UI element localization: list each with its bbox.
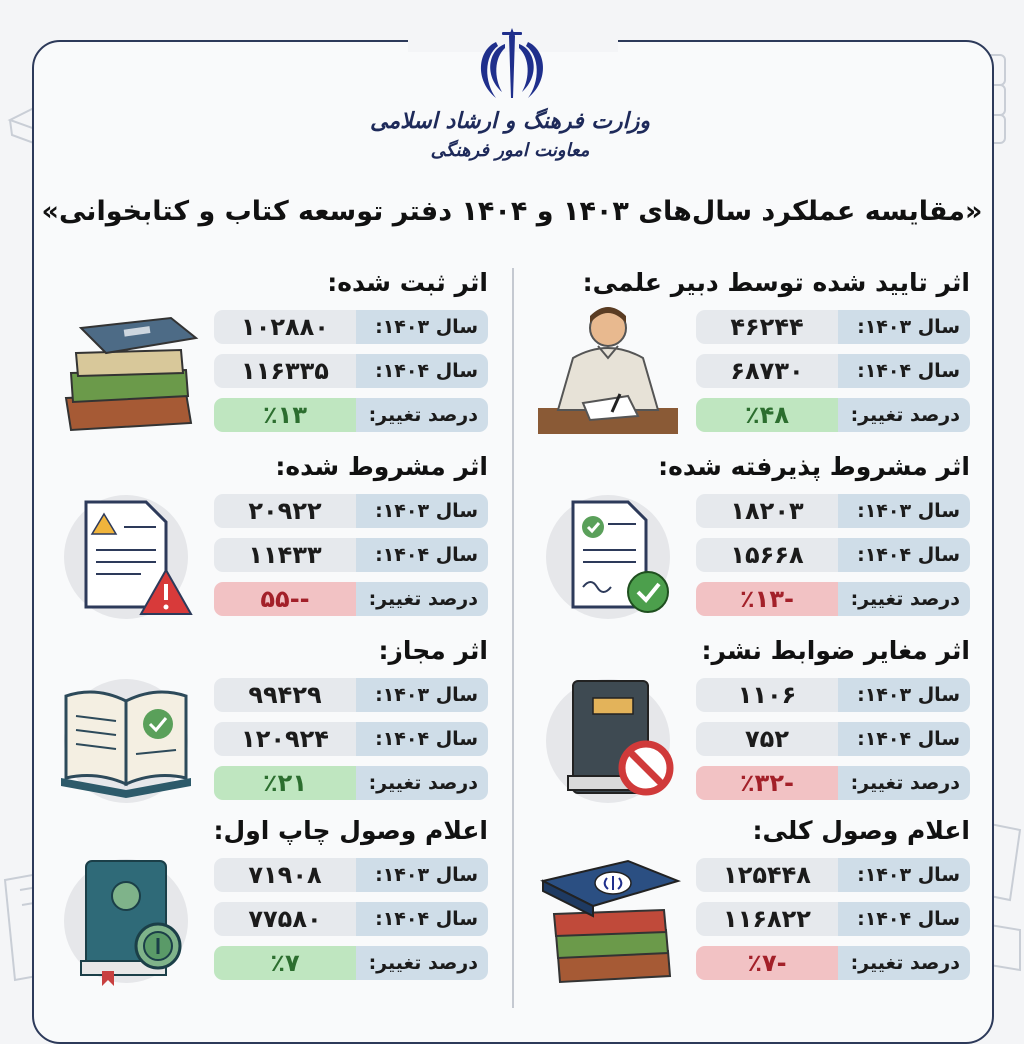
row-year-1403: [214, 858, 488, 892]
stat-card-approved-by-editor: [518, 268, 988, 443]
label-year-1404: سال ۱۴۰۴:: [838, 902, 970, 936]
change-value: -٪۱۳: [696, 582, 838, 616]
card-title: اثر ثبت شده:: [327, 268, 488, 297]
column-divider: [512, 268, 514, 1008]
row-change: [696, 398, 970, 432]
label-year-1404: سال ۱۴۰۴:: [356, 538, 488, 572]
label-year-1403: سال ۱۴۰۳:: [838, 494, 970, 528]
label-year-1404: سال ۱۴۰۴:: [356, 722, 488, 756]
stat-card-total-receipt-notice: [518, 816, 988, 991]
change-value: ٪۷: [214, 946, 356, 980]
row-year-1404: [214, 902, 488, 936]
change-value: -٪۷: [696, 946, 838, 980]
row-year-1404: [696, 902, 970, 936]
row-year-1404: [214, 354, 488, 388]
row-year-1404: [696, 722, 970, 756]
stat-card-conditioned: [36, 452, 506, 627]
label-change: درصد تغییر:: [356, 582, 488, 616]
card-title: اثر مجاز:: [378, 636, 488, 665]
value-1404: ۱۱۶۸۲۲: [696, 902, 838, 936]
value-1404: ۷۵۲: [696, 722, 838, 756]
label-year-1404: سال ۱۴۰۴:: [838, 354, 970, 388]
row-year-1404: [214, 538, 488, 572]
value-1403: ۷۱۹۰۸: [214, 858, 356, 892]
row-year-1404: [214, 722, 488, 756]
label-change: درصد تغییر:: [838, 582, 970, 616]
open-book-check-icon: [46, 666, 206, 806]
value-1403: ۹۹۴۲۹: [214, 678, 356, 712]
label-change: درصد تغییر:: [356, 946, 488, 980]
card-title: اعلام وصول چاپ اول:: [213, 816, 488, 845]
label-change: درصد تغییر:: [356, 766, 488, 800]
ministry-header: [360, 104, 660, 164]
row-change: [214, 946, 488, 980]
value-1404: ۱۱۴۳۳: [214, 538, 356, 572]
row-change: [696, 946, 970, 980]
change-value: --۵۵: [214, 582, 356, 616]
stat-card-conditionally-accepted: [518, 452, 988, 627]
row-year-1403: [214, 678, 488, 712]
page-title: «مقایسه عملکرد سال‌های ۱۴۰۳ و ۱۴۰۴ دفتر توسعه کتاب و کتابخوانی»: [41, 196, 983, 227]
emblem-book-stack-icon: [528, 846, 688, 986]
banned-book-icon: [528, 666, 688, 806]
value-1403: ۱۱۰۶: [696, 678, 838, 712]
value-1404: ۷۷۵۸۰: [214, 902, 356, 936]
stat-card-registered: [36, 268, 506, 443]
row-change: [696, 766, 970, 800]
card-title: اثر تایید شده توسط دبیر علمی:: [582, 268, 970, 297]
row-year-1403: [214, 494, 488, 528]
label-change: درصد تغییر:: [838, 946, 970, 980]
row-change: [214, 398, 488, 432]
stat-card-violating-publishing-rules: [518, 636, 988, 811]
card-title: اثر مغایر ضوابط نشر:: [701, 636, 970, 665]
change-value: -٪۳۲: [696, 766, 838, 800]
row-year-1403: [214, 310, 488, 344]
change-value: ٪۴۸: [696, 398, 838, 432]
row-change: [696, 582, 970, 616]
label-year-1403: سال ۱۴۰۳:: [356, 678, 488, 712]
row-year-1403: [696, 494, 970, 528]
row-change: [214, 582, 488, 616]
row-year-1403: [696, 858, 970, 892]
label-change: درصد تغییر:: [356, 398, 488, 432]
ministry-department: معاونت امور فرهنگی: [430, 140, 590, 161]
value-1404: ۱۲۰۹۲۴: [214, 722, 356, 756]
value-1403: ۱۲۵۴۴۸: [696, 858, 838, 892]
label-year-1403: سال ۱۴۰۳:: [356, 310, 488, 344]
value-1403: ۱۸۲۰۳: [696, 494, 838, 528]
label-year-1404: سال ۱۴۰۴:: [356, 354, 488, 388]
stat-card-permitted: [36, 636, 506, 811]
label-year-1403: سال ۱۴۰۳:: [838, 310, 970, 344]
value-1403: ۱۰۲۸۸۰: [214, 310, 356, 344]
label-year-1403: سال ۱۴۰۳:: [356, 858, 488, 892]
value-1403: ۲۰۹۲۲: [214, 494, 356, 528]
national-emblem-icon: [472, 24, 552, 104]
first-edition-book-icon: [46, 846, 206, 986]
value-1403: ۴۶۲۴۴: [696, 310, 838, 344]
change-value: ٪۲۱: [214, 766, 356, 800]
row-change: [214, 766, 488, 800]
value-1404: ۱۵۶۶۸: [696, 538, 838, 572]
approved-document-icon: [528, 482, 688, 622]
label-year-1404: سال ۱۴۰۴:: [838, 722, 970, 756]
stat-card-first-edition-receipt: [36, 816, 506, 991]
scholar-writing-icon: [528, 298, 688, 438]
row-year-1404: [696, 354, 970, 388]
row-year-1403: [696, 310, 970, 344]
change-value: ٪۱۳: [214, 398, 356, 432]
book-stack-icon: [46, 298, 206, 438]
value-1404: ۶۸۷۳۰: [696, 354, 838, 388]
row-year-1403: [696, 678, 970, 712]
row-year-1404: [696, 538, 970, 572]
label-change: درصد تغییر:: [838, 766, 970, 800]
ministry-name: وزارت فرهنگ و ارشاد اسلامی: [369, 108, 650, 134]
card-title: اثر مشروط پذیرفته شده:: [658, 452, 970, 481]
label-year-1404: سال ۱۴۰۴:: [356, 902, 488, 936]
label-year-1403: سال ۱۴۰۳:: [838, 858, 970, 892]
label-year-1403: سال ۱۴۰۳:: [356, 494, 488, 528]
label-change: درصد تغییر:: [838, 398, 970, 432]
warning-document-icon: [46, 482, 206, 622]
card-title: اثر مشروط شده:: [275, 452, 488, 481]
value-1404: ۱۱۶۳۳۵: [214, 354, 356, 388]
label-year-1404: سال ۱۴۰۴:: [838, 538, 970, 572]
card-title: اعلام وصول کلی:: [752, 816, 970, 845]
label-year-1403: سال ۱۴۰۳:: [838, 678, 970, 712]
